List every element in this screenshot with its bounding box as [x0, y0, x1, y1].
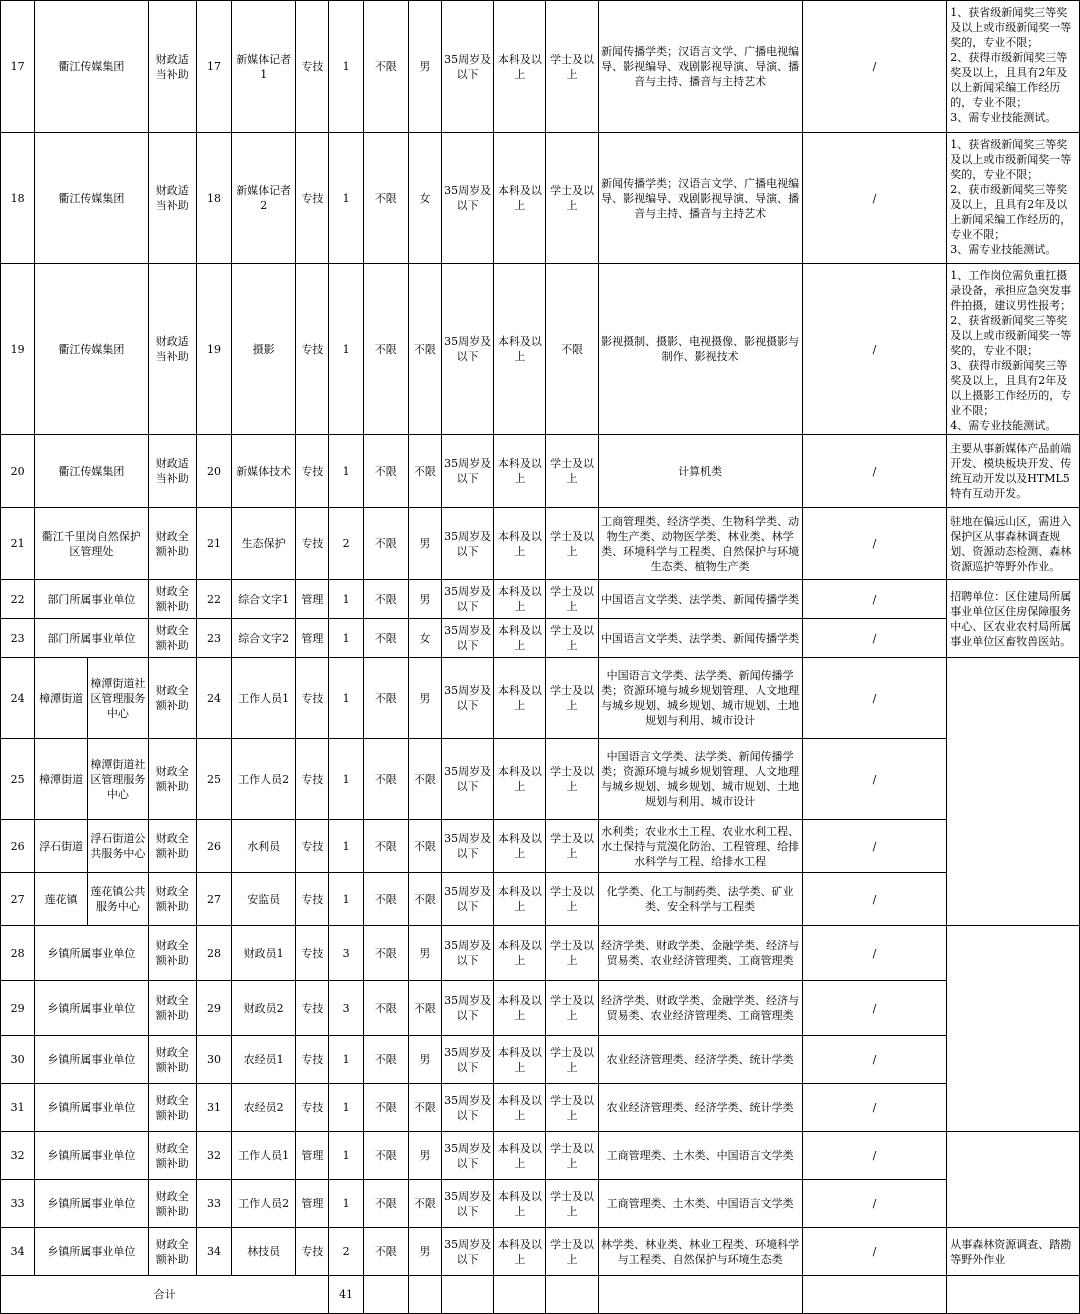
education-cell: 本科及以上 [494, 619, 546, 658]
table-row [1, 981, 1080, 1036]
headcount-cell: 1 [329, 820, 363, 873]
sex-cell: 女 [408, 619, 441, 658]
row-number-cell: 29 [1, 981, 35, 1036]
post-type-cell: 专技 [296, 1084, 329, 1132]
post-type-cell: 专技 [296, 1, 329, 133]
row-number-cell: 17 [1, 1, 35, 133]
post-name-cell: 新媒体记者1 [232, 1, 296, 133]
post-type-cell: 专技 [296, 1228, 329, 1276]
post-name-cell: 农经员2 [232, 1084, 296, 1132]
note-cell: 招聘单位：区住建局所属事业单位区住房保障服务中心、区农业农村局所属事业单位区畜牧兽医站。 [947, 580, 1080, 658]
post-number-cell: 34 [196, 1228, 231, 1276]
political-cell: 不限 [363, 508, 408, 580]
post-name-cell: 安监员 [232, 873, 296, 926]
unit-sub: 樟潭街道社区管理服务中心 [90, 676, 146, 720]
degree-cell: 学士及以上 [546, 1084, 598, 1132]
major-cell: 经济学类、财政学类、金融学类、经济与贸易类、农业经济管理类、工商管理类 [598, 981, 802, 1036]
funding-cell: 财政适当补助 [148, 264, 196, 435]
note-cell [947, 926, 1080, 1132]
major-cell: 影视摄制、摄影、电视摄像、影视摄影与制作、影视技术 [598, 264, 802, 435]
funding-cell: 财政全额补助 [148, 1132, 196, 1180]
major-cell: 农业经济管理类、经济学类、统计学类 [598, 1084, 802, 1132]
post-number-cell: 25 [196, 739, 231, 820]
post-type-cell: 专技 [296, 820, 329, 873]
degree-cell: 学士及以上 [546, 435, 598, 508]
political-cell: 不限 [363, 820, 408, 873]
post-name-cell: 林技员 [232, 1228, 296, 1276]
row-number-cell: 18 [1, 133, 35, 264]
major-cell: 工商管理类、经济学类、生物科学类、动物生产类、动物医学类、林业类、林学类、环境科学与工程类、自然保护与环境生态类、植物生产类 [598, 508, 802, 580]
political-cell: 不限 [363, 739, 408, 820]
funding-cell: 财政全额补助 [148, 1084, 196, 1132]
funding-cell: 财政全额补助 [148, 739, 196, 820]
funding-cell: 财政全额补助 [148, 1036, 196, 1084]
funding-cell: 财政全额补助 [148, 873, 196, 926]
table-row [1, 580, 1080, 619]
post-type-cell: 专技 [296, 981, 329, 1036]
post-number-cell: 31 [196, 1084, 231, 1132]
table-row [1, 133, 1080, 264]
other-req-cell: / [802, 133, 947, 264]
other-req-cell: / [802, 926, 947, 981]
funding-cell: 财政全额补助 [148, 981, 196, 1036]
post-name-cell: 水利员 [232, 820, 296, 873]
headcount-cell: 1 [329, 1180, 363, 1228]
political-cell: 不限 [363, 926, 408, 981]
table-row [1, 1036, 1080, 1084]
other-req-cell: / [802, 1036, 947, 1084]
funding-cell: 财政全额补助 [148, 619, 196, 658]
sex-cell: 男 [408, 1036, 441, 1084]
post-name-cell: 工作人员1 [232, 1132, 296, 1180]
age-cell: 35周岁及以下 [441, 820, 493, 873]
sex-cell: 女 [408, 133, 441, 264]
other-req-cell: / [802, 1132, 947, 1180]
education-cell: 本科及以上 [494, 435, 546, 508]
post-type-cell: 专技 [296, 508, 329, 580]
major-cell: 水利类；农业水土工程、农业水利工程、水土保持与荒漠化防治、工程管理、给排水科学与工程、给排水工程 [598, 820, 802, 873]
sex-cell: 不限 [408, 264, 441, 435]
table-row [1, 1228, 1080, 1276]
funding-cell: 财政全额补助 [148, 926, 196, 981]
major-cell: 工商管理类、土木类、中国语言文学类 [598, 1180, 802, 1228]
education-cell: 本科及以上 [494, 264, 546, 435]
headcount-cell: 1 [329, 658, 363, 739]
degree-cell: 不限 [546, 264, 598, 435]
unit-cell: 衢江传媒集团 [35, 435, 149, 508]
unit-cell: 部门所属事业单位 [35, 580, 149, 619]
major-cell: 新闻传播学类；汉语言文学、广播电视编导、影视编导、戏剧影视导演、导演、播音与主持、播音与主持艺术 [598, 1, 802, 133]
row-number-cell: 20 [1, 435, 35, 508]
age-cell: 35周岁及以下 [441, 619, 493, 658]
post-number-cell: 28 [196, 926, 231, 981]
row-number-cell: 24 [1, 658, 35, 739]
education-cell: 本科及以上 [494, 873, 546, 926]
unit-cell: 衢江传媒集团 [35, 1, 149, 133]
political-cell: 不限 [363, 658, 408, 739]
note-cell: 1、获省级新闻奖三等奖及以上或市级新闻奖一等奖的，专业不限； 2、获市级新闻奖三等奖及以上，且具有2年及以上新闻采编工作经历的，专业不限； 3、需专业技能测试。 [947, 133, 1080, 264]
unit-cell: 乡镇所属事业单位 [35, 981, 149, 1036]
sex-cell: 不限 [408, 1084, 441, 1132]
unit-cell: 乡镇所属事业单位 [35, 1036, 149, 1084]
table-row [1, 820, 1080, 873]
major-cell: 中国语言文学类、法学类、新闻传播学类 [598, 580, 802, 619]
major-cell: 中国语言文学类、法学类、新闻传播学类；资源环境与城乡规划管理、人文地理与城乡规划、城乡规划、城市规划、土地规划与利用、城市设计 [598, 739, 802, 820]
note-cell: 1、工作岗位需负重扛摄录设备，承担应急突发事件拍摄，建议男性报考； 2、获省级新闻奖三等奖及以上或市级新闻奖一等奖的，专业不限； 3、获得市级新闻奖三等奖及以上，且具有2年及以上摄影工作经历的，专业不限； 4、需专业技能测试。 [947, 264, 1080, 435]
age-cell: 35周岁及以下 [441, 1132, 493, 1180]
education-cell: 本科及以上 [494, 1084, 546, 1132]
education-cell: 本科及以上 [494, 1036, 546, 1084]
post-number-cell: 21 [196, 508, 231, 580]
unit-cell: 衢江传媒集团 [35, 264, 149, 435]
table-row [1, 1132, 1080, 1180]
table-row [1, 873, 1080, 926]
major-cell: 经济学类、财政学类、金融学类、经济与贸易类、农业经济管理类、工商管理类 [598, 926, 802, 981]
age-cell: 35周岁及以下 [441, 1180, 493, 1228]
funding-cell: 财政全额补助 [148, 508, 196, 580]
note-cell: 1、获省级新闻奖三等奖及以上或市级新闻奖一等奖的，专业不限； 2、获得市级新闻奖三等奖及以上，且具有2年及以上新闻采编工作经历的，专业不限； 3、需专业技能测试。 [947, 1, 1080, 133]
table-row [1, 1084, 1080, 1132]
other-req-cell: / [802, 580, 947, 619]
row-number-cell: 28 [1, 926, 35, 981]
education-cell: 本科及以上 [494, 1, 546, 133]
age-cell: 35周岁及以下 [441, 981, 493, 1036]
unit-cell [35, 820, 149, 873]
political-cell: 不限 [363, 619, 408, 658]
other-req-cell: / [802, 508, 947, 580]
major-cell: 林学类、林业类、林业工程类、环境科学与工程类、自然保护与环境生态类 [598, 1228, 802, 1276]
education-cell: 本科及以上 [494, 1132, 546, 1180]
political-cell: 不限 [363, 1132, 408, 1180]
age-cell: 35周岁及以下 [441, 1036, 493, 1084]
other-req-cell: / [802, 435, 947, 508]
degree-cell: 学士及以上 [546, 873, 598, 926]
headcount-cell: 1 [329, 1, 363, 133]
headcount-cell: 1 [329, 580, 363, 619]
funding-cell: 财政适当补助 [148, 133, 196, 264]
table-row [1, 926, 1080, 981]
funding-cell: 财政适当补助 [148, 1, 196, 133]
funding-cell: 财政全额补助 [148, 1180, 196, 1228]
row-number-cell: 34 [1, 1228, 35, 1276]
age-cell: 35周岁及以下 [441, 658, 493, 739]
headcount-cell: 1 [329, 133, 363, 264]
sex-cell: 不限 [408, 820, 441, 873]
row-number-cell: 32 [1, 1132, 35, 1180]
age-cell: 35周岁及以下 [441, 580, 493, 619]
table-row [1, 435, 1080, 508]
post-type-cell: 专技 [296, 1036, 329, 1084]
sex-cell: 男 [408, 1228, 441, 1276]
post-type-cell: 管理 [296, 580, 329, 619]
table-row [1, 264, 1080, 435]
political-cell: 不限 [363, 1, 408, 133]
row-number-cell: 26 [1, 820, 35, 873]
post-number-cell: 18 [196, 133, 231, 264]
row-number-cell: 19 [1, 264, 35, 435]
post-type-cell: 专技 [296, 739, 329, 820]
table-row [1, 619, 1080, 658]
note-cell: 主要从事新媒体产品前端开发、模块板块开发、传统互动开发以及HTML5特有互动开发。 [947, 435, 1080, 508]
major-cell: 化学类、化工与制药类、法学类、矿业类、安全科学与工程类 [598, 873, 802, 926]
post-type-cell: 管理 [296, 1132, 329, 1180]
headcount-cell: 1 [329, 873, 363, 926]
row-number-cell: 27 [1, 873, 35, 926]
headcount-cell: 1 [329, 739, 363, 820]
other-req-cell: / [802, 658, 947, 739]
headcount-cell: 1 [329, 1036, 363, 1084]
political-cell: 不限 [363, 981, 408, 1036]
headcount-cell: 1 [329, 619, 363, 658]
post-name-cell: 工作人员2 [232, 1180, 296, 1228]
sex-cell: 不限 [408, 1180, 441, 1228]
row-number-cell: 30 [1, 1036, 35, 1084]
post-name-cell: 工作人员2 [232, 739, 296, 820]
table-row [1, 508, 1080, 580]
post-number-cell: 29 [196, 981, 231, 1036]
row-number-cell: 21 [1, 508, 35, 580]
major-cell: 中国语言文学类、法学类、新闻传播学类 [598, 619, 802, 658]
post-name-cell: 农经员1 [232, 1036, 296, 1084]
degree-cell: 学士及以上 [546, 1132, 598, 1180]
post-name-cell: 摄影 [232, 264, 296, 435]
row-number-cell: 22 [1, 580, 35, 619]
education-cell: 本科及以上 [494, 658, 546, 739]
degree-cell: 学士及以上 [546, 820, 598, 873]
note-cell [947, 1132, 1080, 1228]
funding-cell: 财政全额补助 [148, 820, 196, 873]
degree-cell: 学士及以上 [546, 1180, 598, 1228]
headcount-cell: 2 [329, 1228, 363, 1276]
post-type-cell: 专技 [296, 264, 329, 435]
age-cell: 35周岁及以下 [441, 264, 493, 435]
political-cell: 不限 [363, 133, 408, 264]
other-req-cell: / [802, 739, 947, 820]
age-cell: 35周岁及以下 [441, 1084, 493, 1132]
age-cell: 35周岁及以下 [441, 873, 493, 926]
other-req-cell: / [802, 1, 947, 133]
post-number-cell: 20 [196, 435, 231, 508]
post-type-cell: 专技 [296, 133, 329, 264]
post-number-cell: 24 [196, 658, 231, 739]
sex-cell: 男 [408, 926, 441, 981]
post-number-cell: 22 [196, 580, 231, 619]
sex-cell: 不限 [408, 981, 441, 1036]
degree-cell: 学士及以上 [546, 508, 598, 580]
other-req-cell: / [802, 1228, 947, 1276]
post-number-cell: 27 [196, 873, 231, 926]
other-req-cell: / [802, 619, 947, 658]
post-number-cell: 30 [196, 1036, 231, 1084]
major-cell: 工商管理类、土木类、中国语言文学类 [598, 1132, 802, 1180]
major-cell: 计算机类 [598, 435, 802, 508]
table-row [1, 1, 1080, 133]
table-row [1, 739, 1080, 820]
other-req-cell: / [802, 1084, 947, 1132]
education-cell: 本科及以上 [494, 1180, 546, 1228]
age-cell: 35周岁及以下 [441, 926, 493, 981]
education-cell: 本科及以上 [494, 580, 546, 619]
political-cell: 不限 [363, 580, 408, 619]
political-cell: 不限 [363, 435, 408, 508]
headcount-cell: 1 [329, 435, 363, 508]
headcount-cell: 1 [329, 1084, 363, 1132]
unit-cell: 衢江传媒集团 [35, 133, 149, 264]
other-req-cell: / [802, 820, 947, 873]
unit-town: 樟潭街道 [35, 739, 88, 819]
unit-cell: 乡镇所属事业单位 [35, 1228, 149, 1276]
total-count: 41 [329, 1276, 363, 1314]
row-number-cell: 31 [1, 1084, 35, 1132]
post-number-cell: 33 [196, 1180, 231, 1228]
major-cell: 中国语言文学类、法学类、新闻传播学类；资源环境与城乡规划管理、人文地理与城乡规划、城乡规划、城市规划、土地规划与利用、城市设计 [598, 658, 802, 739]
row-number-cell: 25 [1, 739, 35, 820]
funding-cell: 财政全额补助 [148, 658, 196, 739]
total-label: 合计 [1, 1276, 329, 1314]
post-name-cell: 生态保护 [232, 508, 296, 580]
note-cell: 驻地在偏远山区，需进入保护区从事森林调查规划、资源动态检测、森林资源巡护等野外作业。 [947, 508, 1080, 580]
major-cell: 新闻传播学类；汉语言文学、广播电视编导、影视编导、戏剧影视导演、导演、播音与主持、播音与主持艺术 [598, 133, 802, 264]
education-cell: 本科及以上 [494, 820, 546, 873]
education-cell: 本科及以上 [494, 981, 546, 1036]
note-cell: 从事森林资源调查、踏勘等野外作业 [947, 1228, 1080, 1276]
major-cell: 农业经济管理类、经济学类、统计学类 [598, 1036, 802, 1084]
other-req-cell: / [802, 1180, 947, 1228]
age-cell: 35周岁及以下 [441, 508, 493, 580]
post-name-cell: 综合文字2 [232, 619, 296, 658]
table-row [1, 658, 1080, 739]
political-cell: 不限 [363, 1036, 408, 1084]
unit-cell [35, 873, 149, 926]
headcount-cell: 3 [329, 981, 363, 1036]
row-number-cell: 23 [1, 619, 35, 658]
unit-cell: 乡镇所属事业单位 [35, 1180, 149, 1228]
unit-town: 樟潭街道 [35, 658, 88, 738]
post-number-cell: 19 [196, 264, 231, 435]
unit-cell: 乡镇所属事业单位 [35, 1132, 149, 1180]
degree-cell: 学士及以上 [546, 133, 598, 264]
unit-sub: 樟潭街道社区管理服务中心 [90, 757, 146, 801]
headcount-cell: 1 [329, 1132, 363, 1180]
post-name-cell: 财政员2 [232, 981, 296, 1036]
degree-cell: 学士及以上 [546, 619, 598, 658]
post-type-cell: 管理 [296, 1180, 329, 1228]
degree-cell: 学士及以上 [546, 739, 598, 820]
note-cell [947, 658, 1080, 926]
degree-cell: 学士及以上 [546, 1228, 598, 1276]
sex-cell: 男 [408, 658, 441, 739]
post-name-cell: 新媒体记者2 [232, 133, 296, 264]
unit-cell: 部门所属事业单位 [35, 619, 149, 658]
post-type-cell: 管理 [296, 619, 329, 658]
political-cell: 不限 [363, 873, 408, 926]
sex-cell: 男 [408, 508, 441, 580]
post-name-cell: 综合文字1 [232, 580, 296, 619]
sex-cell: 不限 [408, 435, 441, 508]
post-type-cell: 专技 [296, 658, 329, 739]
degree-cell: 学士及以上 [546, 1, 598, 133]
education-cell: 本科及以上 [494, 508, 546, 580]
sex-cell: 不限 [408, 739, 441, 820]
age-cell: 35周岁及以下 [441, 1228, 493, 1276]
education-cell: 本科及以上 [494, 739, 546, 820]
age-cell: 35周岁及以下 [441, 133, 493, 264]
political-cell: 不限 [363, 1228, 408, 1276]
unit-cell [35, 739, 149, 820]
unit-town: 浮石街道 [35, 820, 88, 872]
post-number-cell: 17 [196, 1, 231, 133]
headcount-cell: 3 [329, 926, 363, 981]
headcount-cell: 2 [329, 508, 363, 580]
post-type-cell: 专技 [296, 873, 329, 926]
political-cell: 不限 [363, 1180, 408, 1228]
other-req-cell: / [802, 264, 947, 435]
post-number-cell: 23 [196, 619, 231, 658]
post-name-cell: 新媒体技术 [232, 435, 296, 508]
unit-town: 莲花镇 [35, 873, 88, 925]
degree-cell: 学士及以上 [546, 981, 598, 1036]
post-number-cell: 26 [196, 820, 231, 873]
sex-cell: 不限 [408, 873, 441, 926]
education-cell: 本科及以上 [494, 133, 546, 264]
sex-cell: 男 [408, 1132, 441, 1180]
unit-cell: 衢江千里岗自然保护区管理处 [35, 508, 149, 580]
unit-sub: 浮石街道公共服务中心 [90, 832, 146, 860]
sex-cell: 男 [408, 580, 441, 619]
age-cell: 35周岁及以下 [441, 1, 493, 133]
post-name-cell: 工作人员1 [232, 658, 296, 739]
degree-cell: 学士及以上 [546, 1036, 598, 1084]
unit-cell [35, 658, 149, 739]
unit-sub: 莲花镇公共服务中心 [90, 885, 146, 913]
funding-cell: 财政全额补助 [148, 1228, 196, 1276]
other-req-cell: / [802, 981, 947, 1036]
education-cell: 本科及以上 [494, 926, 546, 981]
education-cell: 本科及以上 [494, 1228, 546, 1276]
post-name-cell: 财政员1 [232, 926, 296, 981]
other-req-cell: / [802, 873, 947, 926]
degree-cell: 学士及以上 [546, 658, 598, 739]
post-type-cell: 专技 [296, 926, 329, 981]
unit-cell: 乡镇所属事业单位 [35, 1084, 149, 1132]
unit-cell: 乡镇所属事业单位 [35, 926, 149, 981]
funding-cell: 财政全额补助 [148, 580, 196, 619]
age-cell: 35周岁及以下 [441, 739, 493, 820]
degree-cell: 学士及以上 [546, 580, 598, 619]
post-type-cell: 专技 [296, 435, 329, 508]
political-cell: 不限 [363, 264, 408, 435]
political-cell: 不限 [363, 1084, 408, 1132]
sex-cell: 男 [408, 1, 441, 133]
age-cell: 35周岁及以下 [441, 435, 493, 508]
post-number-cell: 32 [196, 1132, 231, 1180]
funding-cell: 财政适当补助 [148, 435, 196, 508]
row-number-cell: 33 [1, 1180, 35, 1228]
headcount-cell: 1 [329, 264, 363, 435]
degree-cell: 学士及以上 [546, 926, 598, 981]
table-row [1, 1180, 1080, 1228]
